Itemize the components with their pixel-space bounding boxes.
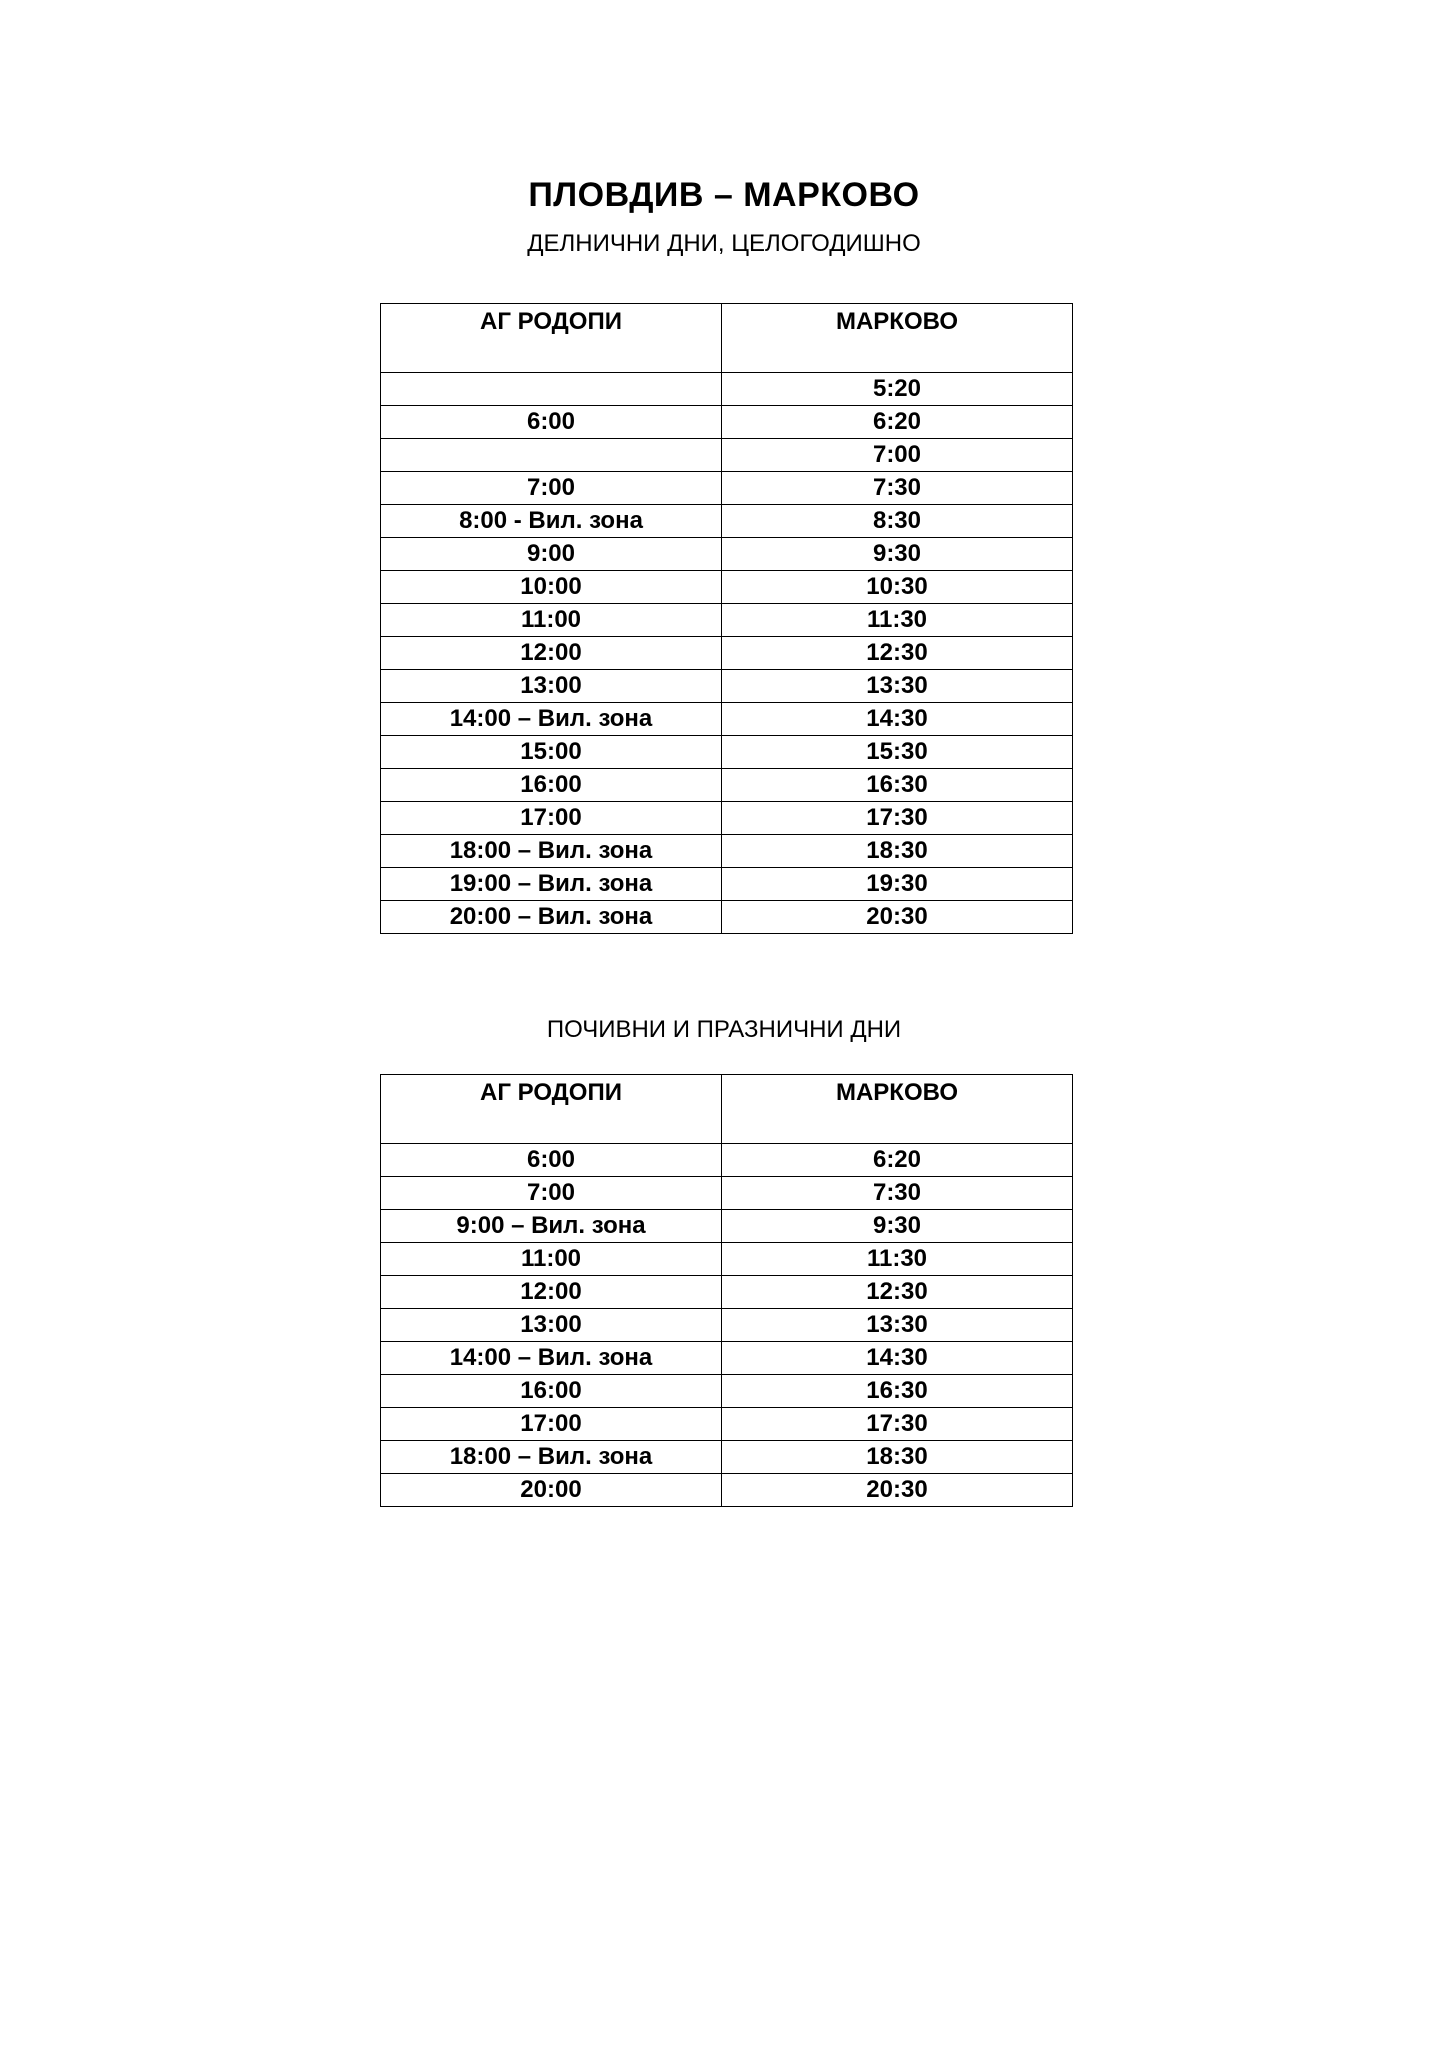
departure-markovo-cell: 18:30 bbox=[722, 835, 1073, 868]
departure-ag-rodopi-cell: 11:00 bbox=[381, 1243, 722, 1276]
departure-markovo-cell: 13:30 bbox=[722, 670, 1073, 703]
departure-markovo-cell: 16:30 bbox=[722, 769, 1073, 802]
table-row bbox=[381, 1309, 1073, 1342]
column-header-markovo: МАРКОВО bbox=[722, 1075, 1073, 1144]
departure-ag-rodopi-cell: 17:00 bbox=[381, 802, 722, 835]
departure-ag-rodopi-cell: 20:00 bbox=[381, 1474, 722, 1507]
table-row bbox=[381, 472, 1073, 505]
table-row bbox=[381, 1375, 1073, 1408]
departure-ag-rodopi-cell: 12:00 bbox=[381, 637, 722, 670]
departure-ag-rodopi-cell: 6:00 bbox=[381, 406, 722, 439]
departure-ag-rodopi-cell: 7:00 bbox=[381, 1177, 722, 1210]
departure-ag-rodopi-cell bbox=[381, 373, 722, 406]
departure-markovo-cell: 13:30 bbox=[722, 1309, 1073, 1342]
departure-ag-rodopi-cell: 10:00 bbox=[381, 571, 722, 604]
departure-ag-rodopi-cell: 14:00 – Вил. зона bbox=[381, 1342, 722, 1375]
departure-markovo-cell: 5:20 bbox=[722, 373, 1073, 406]
departure-markovo-cell: 7:00 bbox=[722, 439, 1073, 472]
departure-ag-rodopi-cell: 7:00 bbox=[381, 472, 722, 505]
departure-ag-rodopi-cell: 18:00 – Вил. зона bbox=[381, 1441, 722, 1474]
holidays-heading: ПОЧИВНИ И ПРАЗНИЧНИ ДНИ bbox=[546, 1016, 902, 1043]
departure-markovo-cell: 17:30 bbox=[722, 1408, 1073, 1441]
departure-ag-rodopi-cell: 6:00 bbox=[381, 1144, 722, 1177]
table-row bbox=[381, 505, 1073, 538]
departure-ag-rodopi-cell: 19:00 – Вил. зона bbox=[381, 868, 722, 901]
departure-markovo-cell: 12:30 bbox=[722, 1276, 1073, 1309]
departure-ag-rodopi-cell: 16:00 bbox=[381, 1375, 722, 1408]
table-row bbox=[381, 604, 1073, 637]
table-row bbox=[381, 1474, 1073, 1507]
table-row bbox=[381, 1342, 1073, 1375]
table-row bbox=[381, 1276, 1073, 1309]
departure-ag-rodopi-cell bbox=[381, 439, 722, 472]
departure-markovo-cell: 10:30 bbox=[722, 571, 1073, 604]
departure-ag-rodopi-cell: 15:00 bbox=[381, 736, 722, 769]
holidays-table-body bbox=[381, 1144, 1073, 1507]
table-row bbox=[381, 1144, 1073, 1177]
table-row bbox=[381, 670, 1073, 703]
departure-markovo-cell: 15:30 bbox=[722, 736, 1073, 769]
page-title: ПЛОВДИВ – МАРКОВО bbox=[528, 176, 920, 214]
table-row bbox=[381, 637, 1073, 670]
departure-markovo-cell: 7:30 bbox=[722, 1177, 1073, 1210]
table-row bbox=[381, 769, 1073, 802]
table-row bbox=[381, 373, 1073, 406]
departure-markovo-cell: 8:30 bbox=[722, 505, 1073, 538]
departure-markovo-cell: 19:30 bbox=[722, 868, 1073, 901]
table-row bbox=[381, 1408, 1073, 1441]
departure-ag-rodopi-cell: 9:00 bbox=[381, 538, 722, 571]
departure-ag-rodopi-cell: 14:00 – Вил. зона bbox=[381, 703, 722, 736]
table-row bbox=[381, 1243, 1073, 1276]
table-row bbox=[381, 901, 1073, 934]
table-row bbox=[381, 406, 1073, 439]
departure-markovo-cell: 9:30 bbox=[722, 1210, 1073, 1243]
departure-markovo-cell: 17:30 bbox=[722, 802, 1073, 835]
departure-markovo-cell: 11:30 bbox=[722, 1243, 1073, 1276]
table-row bbox=[381, 802, 1073, 835]
departure-markovo-cell: 20:30 bbox=[722, 1474, 1073, 1507]
departure-markovo-cell: 16:30 bbox=[722, 1375, 1073, 1408]
departure-ag-rodopi-cell: 18:00 – Вил. зона bbox=[381, 835, 722, 868]
weekdays-heading: ДЕЛНИЧНИ ДНИ, ЦЕЛОГОДИШНО bbox=[527, 230, 921, 257]
departure-markovo-cell: 14:30 bbox=[722, 1342, 1073, 1375]
departure-markovo-cell: 14:30 bbox=[722, 703, 1073, 736]
table-row bbox=[381, 571, 1073, 604]
departure-markovo-cell: 9:30 bbox=[722, 538, 1073, 571]
departure-markovo-cell: 6:20 bbox=[722, 406, 1073, 439]
departure-ag-rodopi-cell: 13:00 bbox=[381, 670, 722, 703]
column-header-ag-rodopi: АГ РОДОПИ bbox=[381, 304, 722, 373]
departure-ag-rodopi-cell: 16:00 bbox=[381, 769, 722, 802]
table-row bbox=[381, 1210, 1073, 1243]
table-row bbox=[381, 868, 1073, 901]
table-row bbox=[381, 703, 1073, 736]
weekdays-table-body bbox=[381, 373, 1073, 934]
departure-markovo-cell: 20:30 bbox=[722, 901, 1073, 934]
departure-markovo-cell: 6:20 bbox=[722, 1144, 1073, 1177]
departure-ag-rodopi-cell: 13:00 bbox=[381, 1309, 722, 1342]
departure-ag-rodopi-cell: 17:00 bbox=[381, 1408, 722, 1441]
departure-ag-rodopi-cell: 11:00 bbox=[381, 604, 722, 637]
departure-ag-rodopi-cell: 20:00 – Вил. зона bbox=[381, 901, 722, 934]
column-header-ag-rodopi: АГ РОДОПИ bbox=[381, 1075, 722, 1144]
table-row bbox=[381, 1441, 1073, 1474]
departure-markovo-cell: 12:30 bbox=[722, 637, 1073, 670]
departure-ag-rodopi-cell: 9:00 – Вил. зона bbox=[381, 1210, 722, 1243]
weekdays-table bbox=[380, 303, 1073, 934]
departure-markovo-cell: 18:30 bbox=[722, 1441, 1073, 1474]
departure-ag-rodopi-cell: 8:00 - Вил. зона bbox=[381, 505, 722, 538]
table-row bbox=[381, 439, 1073, 472]
table-header-row bbox=[381, 1075, 1073, 1144]
table-header-row bbox=[381, 304, 1073, 373]
departure-markovo-cell: 11:30 bbox=[722, 604, 1073, 637]
table-row bbox=[381, 1177, 1073, 1210]
column-header-markovo: МАРКОВО bbox=[722, 304, 1073, 373]
holidays-table bbox=[380, 1074, 1073, 1507]
table-row bbox=[381, 538, 1073, 571]
departure-ag-rodopi-cell: 12:00 bbox=[381, 1276, 722, 1309]
table-row bbox=[381, 736, 1073, 769]
table-row bbox=[381, 835, 1073, 868]
departure-markovo-cell: 7:30 bbox=[722, 472, 1073, 505]
